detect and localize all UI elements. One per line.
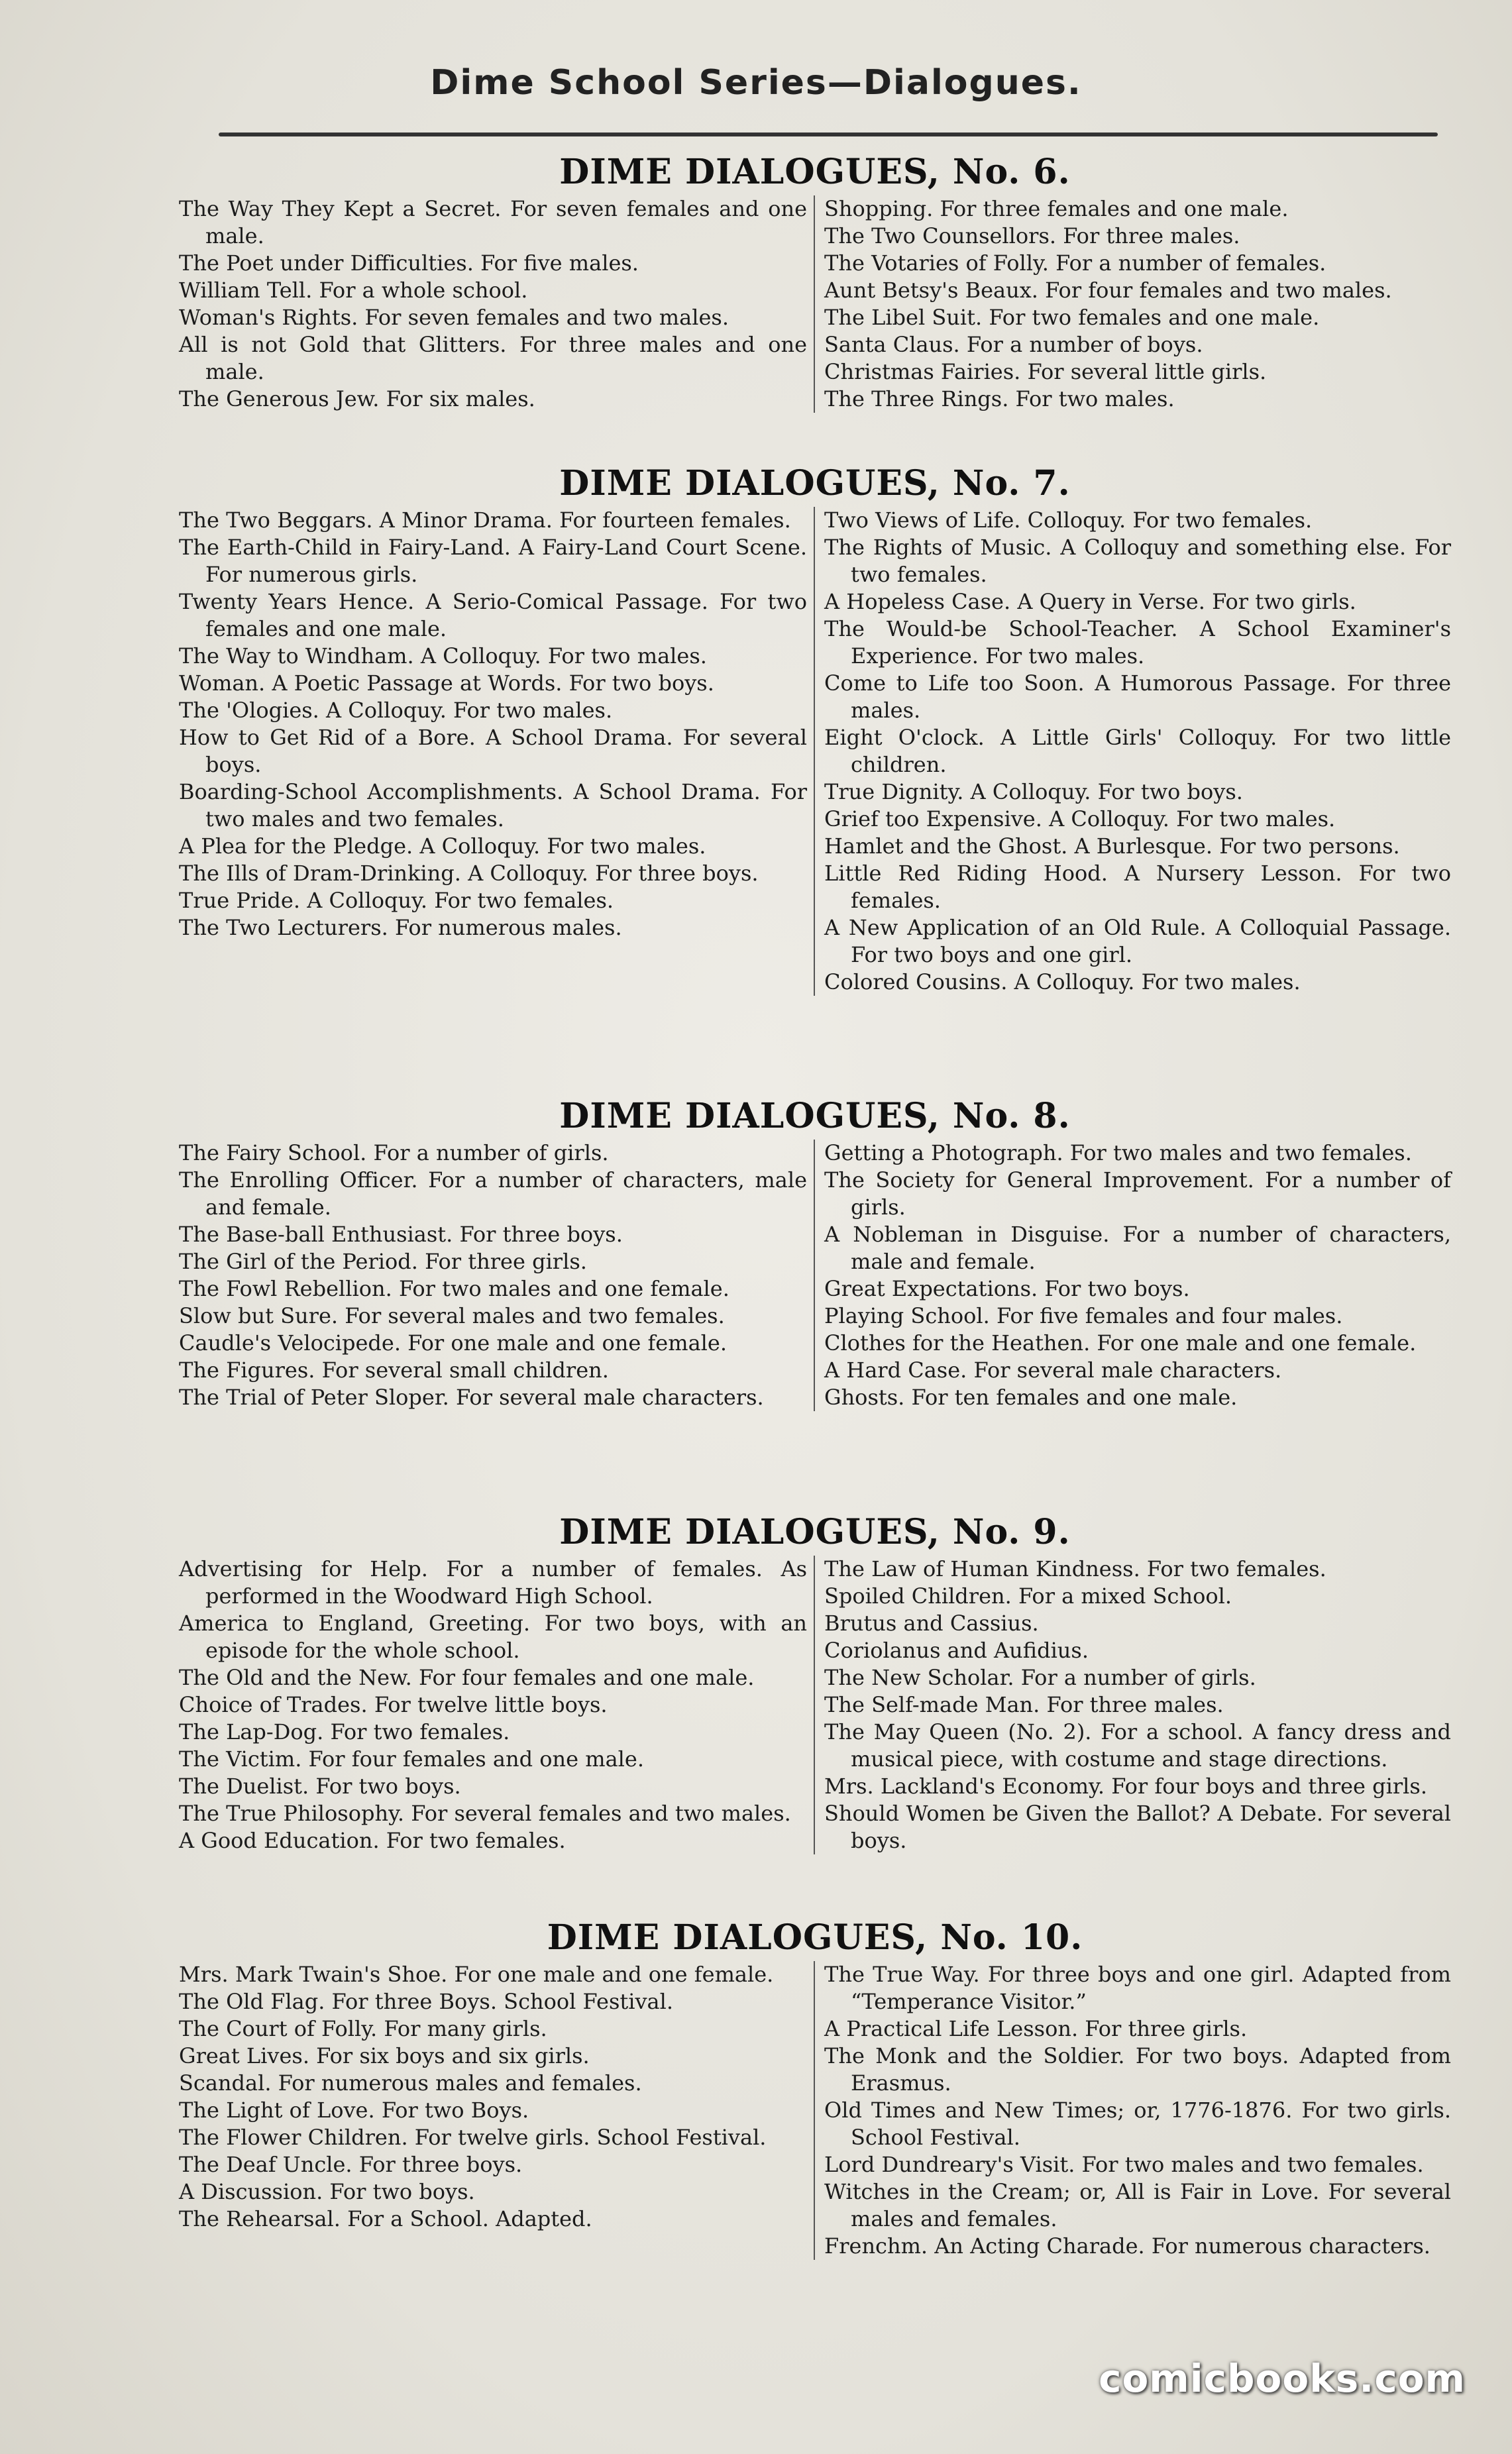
dialogue-entry: The Victim. For four females and one male. [179,1746,644,1772]
dialogue-entry: The Would-be School-Teacher. A School Examiner's Experience. For two males. [824,616,1451,668]
dialogue-entry: Spoiled Children. For a mixed School. [824,1583,1232,1609]
dialogue-entry: Boarding-School Accomplishments. A School Drama. For two males and two females. [179,779,807,831]
right-column [815,195,1451,413]
dialogue-entry: Playing School. For five females and four males. [824,1303,1343,1328]
dialogue-entry: The Generous Jew. For six males. [179,386,535,411]
dialogue-entry: A Discussion. For two boys. [179,2179,475,2204]
dialogue-entry: The Fairy School. For a number of girls. [179,1140,609,1165]
dialogue-entry: Choice of Trades. For twelve little boys. [179,1692,608,1717]
series-header: Dime School Series—Dialogues. [430,63,1082,103]
section-title: DIME DIALOGUES, No. 9. [559,1512,1071,1552]
dialogue-entry: The Figures. For several small children. [179,1358,609,1383]
dialogue-entry: The Court of Folly. For many girls. [179,2016,547,2041]
left-column [179,1961,815,2260]
section-no-6 [179,149,1451,413]
dialogue-entry: Frenchm. An Acting Charade. For numerous characters. [824,2233,1431,2259]
dialogue-entry: Woman's Rights. For seven females and two males. [179,305,729,330]
dialogue-entry: A Hard Case. For several male characters. [824,1358,1282,1383]
dialogue-entry: Christmas Fairies. For several little girls. [824,359,1267,384]
left-column [179,1556,815,1854]
dialogue-entry: The Base-ball Enthusiast. For three boys. [179,1222,623,1247]
dialogue-entry: Little Red Riding Hood. A Nursery Lesson. For two females. [824,861,1451,913]
dialogue-entry: The Libel Suit. For two females and one male. [824,305,1320,330]
dialogue-entry: The 'Ologies. A Colloquy. For two males. [179,698,613,723]
dialogue-entry: The Self-made Man. For three males. [824,1692,1224,1717]
dialogue-entry: A New Application of an Old Rule. A Colloquial Passage. For two boys and one girl. [824,915,1451,967]
dialogue-entry: Coriolanus and Aufidius. [824,1638,1089,1663]
dialogue-entry: Great Expectations. For two boys. [824,1276,1190,1301]
section-title: DIME DIALOGUES, No. 8. [559,1096,1071,1136]
dialogue-entry: Colored Cousins. A Colloquy. For two males. [824,969,1301,994]
dialogue-entry: Witches in the Cream; or, All is Fair in Love. For several males and females. [824,2179,1451,2231]
dialogue-entry: The Ills of Dram-Drinking. A Colloquy. For three boys. [179,861,759,886]
dialogue-entry: Eight O'clock. A Little Girls' Colloquy. For two little children. [824,725,1451,777]
dialogue-entry: Shopping. For three females and one male. [824,196,1289,221]
dialogue-entry: The Earth-Child in Fairy-Land. A Fairy-Land Court Scene. For numerous girls. [179,535,807,587]
dialogue-entry: Twenty Years Hence. A Serio-Comical Passage. For two females and one male. [179,589,807,641]
dialogue-entry: The May Queen (No. 2). For a school. A fancy dress and musical piece, with costume and stage directions. [824,1719,1451,1772]
dialogue-entry: A Practical Life Lesson. For three girls. [824,2016,1248,2041]
right-column [815,1556,1451,1854]
dialogue-entry: All is not Gold that Glitters. For three males and one male. [179,332,807,384]
dialogue-entry: The Two Counsellors. For three males. [824,223,1240,248]
dialogue-entry: America to England, Greeting. For two boys, with an episode for the whole school. [179,1611,807,1663]
section-title: DIME DIALOGUES, No. 7. [559,463,1071,504]
dialogue-entry: A Nobleman in Disguise. For a number of characters, male and female. [824,1222,1451,1274]
dialogue-entry: Should Women be Given the Ballot? A Debate. For several boys. [824,1801,1451,1853]
dialogue-entry: The Poet under Difficulties. For five males. [179,250,639,276]
dialogue-entry: Slow but Sure. For several males and two females. [179,1303,725,1328]
dialogue-entry: Scandal. For numerous males and females. [179,2070,642,2096]
dialogue-entry: True Dignity. A Colloquy. For two boys. [824,779,1243,804]
dialogue-entry: The Girl of the Period. For three girls. [179,1249,587,1274]
dialogue-entry: The Old Flag. For three Boys. School Festival. [179,1989,674,2014]
watermark: comicbooks.com [1099,2356,1466,2401]
right-column [815,1140,1451,1411]
left-column [179,1140,815,1411]
dialogue-entry: The Light of Love. For two Boys. [179,2098,529,2123]
dialogue-entry: The Enrolling Officer. For a number of characters, male and female. [179,1167,807,1220]
dialogue-entry: The Way They Kept a Secret. For seven females and one male. [179,196,807,248]
dialogue-entry: The Rights of Music. A Colloquy and something else. For two females. [824,535,1451,587]
dialogue-entry: True Pride. A Colloquy. For two females. [179,888,614,913]
dialogue-entry: A Plea for the Pledge. A Colloquy. For two males. [179,833,706,859]
right-column [815,1961,1451,2260]
dialogue-entry: Ghosts. For ten females and one male. [824,1385,1238,1410]
section-no-9 [179,1509,1451,1854]
dialogue-entry: Two Views of Life. Colloquy. For two females. [824,507,1313,533]
section-no-7 [179,460,1451,996]
section-title: DIME DIALOGUES, No. 10. [547,1917,1083,1958]
dialogue-entry: A Good Education. For two females. [179,1828,566,1853]
dialogue-entry: The True Way. For three boys and one girl. Adapted from “Temperance Visitor.” [824,1962,1451,2014]
dialogue-entry: The Votaries of Folly. For a number of females. [824,250,1326,276]
dialogue-entry: Aunt Betsy's Beaux. For four females and two males. [824,278,1392,303]
dialogue-entry: The Way to Windham. A Colloquy. For two males. [179,643,707,668]
left-column [179,507,815,996]
dialogue-entry: The True Philosophy. For several females and two males. [179,1801,791,1826]
dialogue-entry: The Society for General Improvement. For a number of girls. [824,1167,1451,1220]
dialogue-entry: Clothes for the Heathen. For one male and one female. [824,1330,1417,1356]
dialogue-entry: The Lap-Dog. For two females. [179,1719,510,1744]
header-rule [219,133,1438,136]
dialogue-entry: Great Lives. For six boys and six girls. [179,2043,590,2068]
dialogue-entry: Mrs. Mark Twain's Shoe. For one male and one female. [179,1962,774,1987]
dialogue-entry: Caudle's Velocipede. For one male and one female. [179,1330,727,1356]
section-no-8 [179,1093,1451,1411]
dialogue-entry: Woman. A Poetic Passage at Words. For two boys. [179,670,714,696]
dialogue-entry: The Two Lecturers. For numerous males. [179,915,622,940]
dialogue-entry: The Duelist. For two boys. [179,1774,461,1799]
dialogue-entry: Santa Claus. For a number of boys. [824,332,1203,357]
dialogue-entry: Mrs. Lackland's Economy. For four boys and three girls. [824,1774,1427,1799]
dialogue-entry: How to Get Rid of a Bore. A School Drama. For several boys. [179,725,807,777]
dialogue-entry: Come to Life too Soon. A Humorous Passage. For three males. [824,670,1451,723]
dialogue-entry: William Tell. For a whole school. [179,278,528,303]
dialogue-entry: The Law of Human Kindness. For two females. [824,1556,1326,1581]
dialogue-entry: The Flower Children. For twelve girls. School Festival. [179,2125,767,2150]
dialogue-entry: A Hopeless Case. A Query in Verse. For two girls. [824,589,1356,614]
dialogue-entry: The Two Beggars. A Minor Drama. For fourteen females. [179,507,791,533]
dialogue-entry: Getting a Photograph. For two males and two females. [824,1140,1412,1165]
dialogue-entry: The Deaf Uncle. For three boys. [179,2152,523,2177]
dialogue-entry: Advertising for Help. For a number of females. As performed in the Woodward High School. [179,1556,807,1609]
dialogue-entry: The Old and the New. For four females and one male. [179,1665,755,1690]
right-column [815,507,1451,996]
dialogue-entry: The Trial of Peter Sloper. For several male characters. [179,1385,764,1410]
dialogue-entry: Hamlet and the Ghost. A Burlesque. For two persons. [824,833,1400,859]
dialogue-entry: The Monk and the Soldier. For two boys. Adapted from Erasmus. [824,2043,1451,2096]
dialogue-entry: Brutus and Cassius. [824,1611,1039,1636]
dialogue-entry: Grief too Expensive. A Colloquy. For two males. [824,806,1336,831]
dialogue-entry: The Three Rings. For two males. [824,386,1175,411]
section-no-10 [179,1915,1451,2260]
dialogue-entry: Lord Dundreary's Visit. For two males and two females. [824,2152,1424,2177]
dialogue-entry: Old Times and New Times; or, 1776-1876. For two girls. School Festival. [824,2098,1451,2150]
left-column [179,195,815,413]
dialogue-entry: The New Scholar. For a number of girls. [824,1665,1256,1690]
dialogue-entry: The Rehearsal. For a School. Adapted. [179,2206,592,2231]
section-title: DIME DIALOGUES, No. 6. [559,152,1071,192]
dialogue-entry: The Fowl Rebellion. For two males and one female. [179,1276,729,1301]
